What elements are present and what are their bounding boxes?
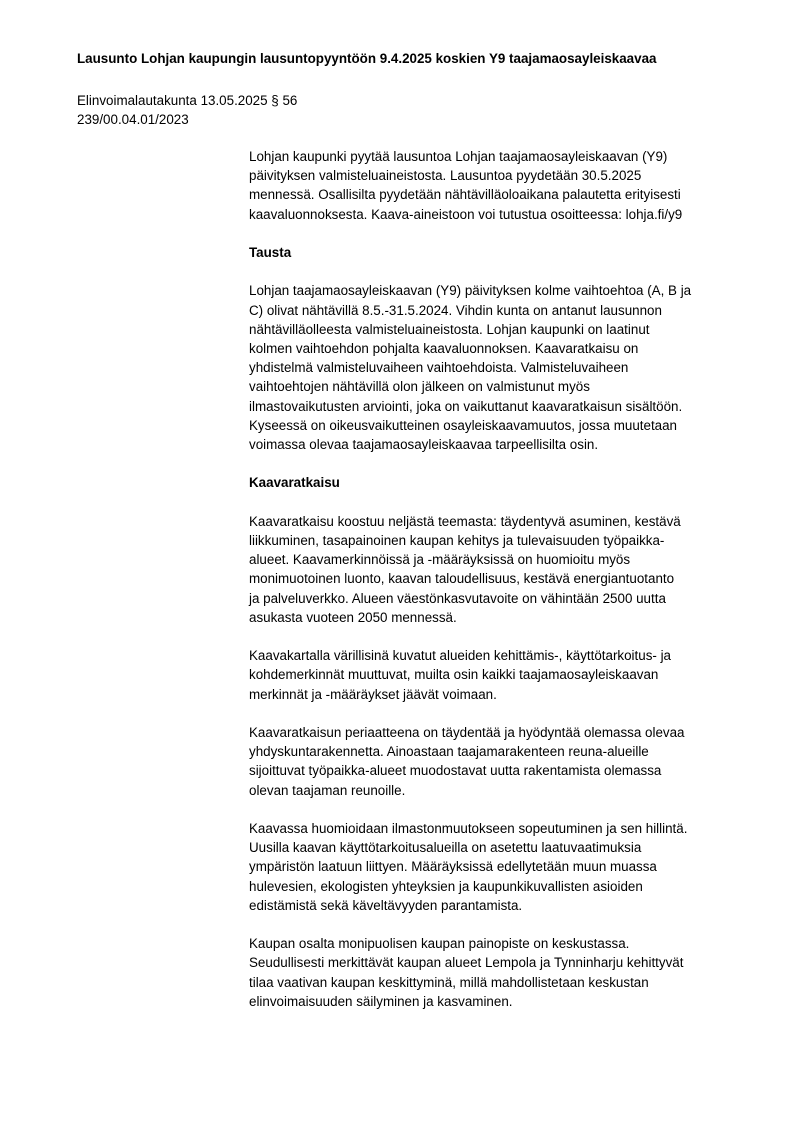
text-line: Lohjan taajamaosayleiskaavan (Y9) päivityksen kolme vaihtoehtoa (A, B ja — [249, 283, 692, 299]
meeting-reference: Elinvoimalautakunta 13.05.2025 § 56 — [77, 93, 298, 108]
record-number: 239/00.04.01/2023 — [77, 112, 189, 127]
text-line: Seudullisesti merkittävät kaupan alueet Lempola ja Tynninharju kehittyvät — [249, 955, 684, 971]
text-line: voimassa olevaa taajamaosayleiskaavaa tarpeellisilta osin. — [249, 437, 599, 453]
text-line: Kaavakartalla värillisinä kuvatut alueiden kehittämis-, käyttötarkoitus- ja — [249, 648, 672, 664]
text-line: mennessä. Osallisilta pyydetään nähtävilläoloaikana palautetta erityisesti — [249, 187, 681, 203]
text-line: vaihtoehtojen nähtävillä olon jälkeen on valmistunut myös — [249, 379, 590, 395]
text-line: merkinnät ja -määräykset jäävät voimaan. — [249, 686, 497, 702]
text-line: Uusilla kaavan käyttötarkoitusalueilla on asetettu laatuvaatimuksia — [249, 840, 642, 856]
text-line: ja palveluverkko. Alueen väestönkasvutavoite on vähintään 2500 uutta — [249, 590, 666, 606]
section-heading-tausta: Tausta — [249, 245, 292, 260]
text-line: olevan taajaman reunoille. — [249, 782, 406, 798]
text-line: edistämistä sekä käveltävyyden parantamista. — [249, 897, 523, 913]
text-line: kohdemerkinnät muuttuvat, muilta osin kaikki taajamaosayleiskaavan — [249, 667, 659, 683]
text-line: hulevesien, ekologisten yhteyksien ja kaupunkikuvallisten asioiden — [249, 878, 643, 894]
text-line: yhdistelmä valmisteluvaiheen vaihtoehdoista. Valmisteluvaiheen — [249, 360, 629, 376]
kaavaratkaisu-paragraph — [249, 646, 741, 704]
kaavaratkaisu-paragraph — [249, 723, 741, 800]
text-line: monimuotoinen luonto, kaavan taloudellisuus, kestävä energiantuotanto — [249, 571, 675, 587]
text-line: Lohjan kaupunki pyytää lausuntoa Lohjan taajamaosayleiskaavan (Y9) — [249, 149, 668, 164]
text-line: yhdyskuntarakennetta. Ainoastaan taajamarakenteen reuna-alueille — [249, 744, 649, 760]
text-line: Kaavaratkaisun periaatteena on täydentää ja hyödyntää olemassa olevaa — [249, 725, 685, 740]
text-line: liikkuminen, tasapainoinen kaupan kehitys ja tulevaisuuden työpaikka- — [249, 533, 665, 548]
text-line: kaavaluonnoksesta. Kaava-aineistoon voi tutustua osoitteessa: lohja.fi/y9 — [249, 206, 683, 222]
kaavaratkaisu-paragraph — [249, 934, 741, 1011]
text-line: nähtävilläolleesta valmisteluaineistosta. Lohjan kaupunki on laatinut — [249, 321, 650, 337]
text-line: ilmastovaikutusten arviointi, joka on vaikuttanut kaavaratkaisun sisältöön. — [249, 398, 683, 414]
text-line: päivityksen valmisteluaineistosta. Lausuntoa pyydetään 30.5.2025 — [249, 168, 642, 184]
text-line: sijoittuvat työpaikka-alueet muodostavat uutta rakentamista olemassa — [249, 763, 662, 779]
document-meta — [77, 91, 297, 129]
text-line: Kaavassa huomioidaan ilmastonmuutokseen sopeutuminen ja sen hillintä. — [249, 821, 688, 836]
text-line: Kyseessä on oikeusvaikutteinen osayleiskaavamuutos, jossa muutetaan — [249, 417, 678, 433]
text-line: Kaavaratkaisu koostuu neljästä teemasta: täydentyvä asuminen, kestävä — [249, 513, 681, 529]
text-line: kolmen vaihtoehdon pohjalta kaavaluonnoksen. Kaavaratkaisu on — [249, 341, 639, 356]
tausta-paragraph — [249, 281, 741, 454]
text-line: Kaupan osalta monipuolisen kaupan painopiste on keskustassa. — [249, 936, 630, 952]
intro-paragraph — [249, 147, 741, 224]
text-line: ympäristön laatuun liittyen. Määräyksissä edellytetään muun muassa — [249, 859, 657, 875]
document-body — [249, 147, 741, 1030]
section-heading-kaavaratkaisu: Kaavaratkaisu — [249, 475, 340, 491]
text-line: tilaa vaativan kaupan keskittyminä, millä mahdollistetaan keskustan — [249, 974, 649, 990]
text-line: C) olivat nähtävillä 8.5.-31.5.2024. Vihdin kunta on antanut lausunnon — [249, 302, 662, 318]
text-line: alueet. Kaavamerkinnöissä ja -määräyksissä on huomioitu myös — [249, 552, 631, 568]
text-line: asukasta vuoteen 2050 mennessä. — [249, 609, 457, 625]
text-line: elinvoimaisuuden säilyminen ja kasvaminen. — [249, 993, 513, 1009]
document-title: Lausunto Lohjan kaupungin lausuntopyyntöön 9.4.2025 koskien Y9 taajamaosayleiskaavaa — [77, 51, 657, 66]
kaavaratkaisu-paragraph — [249, 512, 741, 627]
kaavaratkaisu-paragraph — [249, 819, 741, 915]
